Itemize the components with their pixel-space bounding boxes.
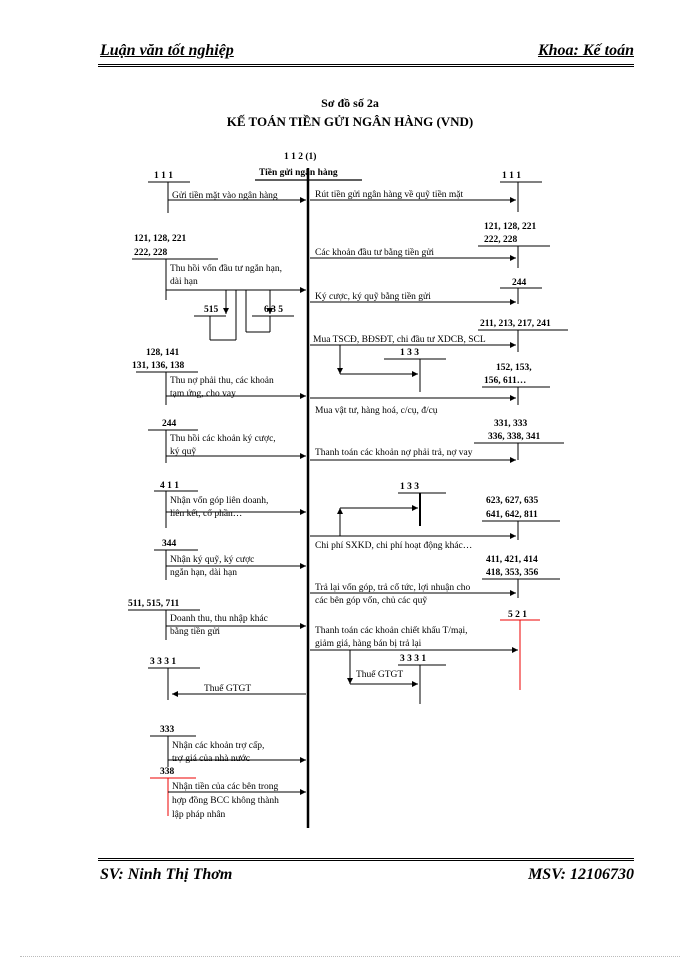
left-text-511-1: Doanh thu, thu nhập khác [170,614,268,624]
left-text-3331: Thuế GTGT [204,684,252,694]
right-text-152: Mua vật tư, hàng hoá, c/cụ, đ/cụ [315,406,438,416]
left-account-121: 121, 128, 221 [134,234,187,244]
left-text-244-2: ký quỹ [170,447,197,457]
right-text-411-1: Trả lại vốn góp, trả cổ tức, lợi nhuận cho [315,583,471,593]
left-text-244-1: Thu hồi các khoản ký cược, [170,434,276,444]
left-text-344-2: ngắn hạn, dài hạn [170,568,238,578]
right-account-133a: 1 3 3 [400,348,419,358]
footer-right: MSV: 12106730 [528,866,634,883]
header-right: Khoa: Kế toán [537,42,634,59]
left-text-131-2: tạm ứng, cho vay [170,389,236,399]
left-text-121-2: dài hạn [170,277,198,287]
right-text-111: Rút tiền gửi ngân hàng về quỹ tiền mặt [315,190,464,200]
center-account-code: 1 1 2 (1) [284,152,317,162]
left-text-338-1: Nhận tiền của các bên trong [172,782,279,792]
right-account-331: 331, 333 [494,419,528,429]
left-text-344-1: Nhận ký quỹ, ký cược [170,555,255,565]
left-account-511: 511, 515, 711 [128,599,180,609]
left-account-344: 344 [162,539,177,549]
left-account-131: 131, 136, 138 [132,361,185,371]
right-text-211: Mua TSCĐ, BĐSĐT, chi đầu tư XDCB, SCL [313,335,486,345]
right-account-211: 211, 213, 217, 241 [480,319,551,329]
center-account-name: Tiền gửi ngân hàng [259,168,338,178]
right-account-641: 641, 642, 811 [486,510,538,520]
left-text-338-3: lập pháp nhân [172,810,226,820]
left-text-121-1: Thu hồi vốn đầu tư ngắn hạn, [170,264,283,274]
right-account-222: 222, 228 [484,235,518,245]
header-left: Luận văn tốt nghiệp [100,42,234,59]
left-account-515: 515 [204,305,219,315]
left-account-635: 6 3 5 [264,305,283,315]
right-account-336: 336, 338, 341 [488,432,541,442]
left-text-131-1: Thu nợ phải thu, các khoản [170,376,274,386]
right-account-133b: 1 3 3 [400,482,419,492]
footer-left: SV: Ninh Thị Thơm [100,866,233,883]
right-text-3331: Thuế GTGT [356,670,404,680]
right-account-411: 411, 421, 414 [486,555,538,565]
left-text-511-2: bằng tiền gửi [170,627,221,637]
right-account-418: 418, 353, 356 [486,568,539,578]
left-account-244: 244 [162,419,177,429]
left-account-333: 333 [160,725,175,735]
right-text-331: Thanh toán các khoản nợ phải trả, nợ vay [315,448,473,458]
left-text-411-2: liên kết, cổ phần… [170,509,243,519]
left-account-338: 338 [160,767,175,777]
page-edge [20,956,680,957]
right-text-521-1: Thanh toán các khoản chiết khấu T/mại, [315,626,468,636]
right-text-244: Ký cược, ký quỹ bằng tiền gửi [315,292,431,302]
right-text-623: Chi phí SXKD, chi phí hoạt động khác… [315,541,473,551]
right-account-3331: 3 3 3 1 [400,654,427,664]
left-text-333-1: Nhận các khoản trợ cấp, [172,741,265,751]
left-account-3331: 3 3 3 1 [150,657,177,667]
diagram-number: Sơ đồ số 2a [321,96,379,110]
left-text-338-2: hợp đồng BCC không thành [172,796,279,806]
diagram-title: KẾ TOÁN TIỀN GỬI NGÂN HÀNG (VND) [226,114,474,129]
left-account-128: 128, 141 [146,348,180,358]
right-account-244: 244 [512,278,527,288]
footer-rule [98,858,634,861]
right-account-121: 121, 128, 221 [484,222,537,232]
right-account-111: 1 1 1 [502,171,521,181]
right-text-121: Các khoản đầu tư bằng tiền gửi [315,248,434,258]
right-text-521-2: giảm giá, hàng bán bị trả lại [315,639,422,649]
left-account-111: 1 1 1 [154,171,173,181]
right-account-156: 156, 611… [484,376,527,386]
right-account-521: 5 2 1 [508,610,527,620]
right-account-623: 623, 627, 635 [486,496,539,506]
left-text-333-2: trợ giá của nhà nước [172,754,250,764]
left-account-222: 222, 228 [134,248,168,258]
left-text-111: Gửi tiền mặt vào ngân hàng [172,191,278,201]
left-account-411: 4 1 1 [160,481,179,491]
right-account-152: 152, 153, [496,363,532,373]
right-text-411-2: các bên góp vốn, chủ các quỹ [315,596,428,606]
left-text-411-1: Nhận vốn góp liên doanh, [170,496,269,506]
